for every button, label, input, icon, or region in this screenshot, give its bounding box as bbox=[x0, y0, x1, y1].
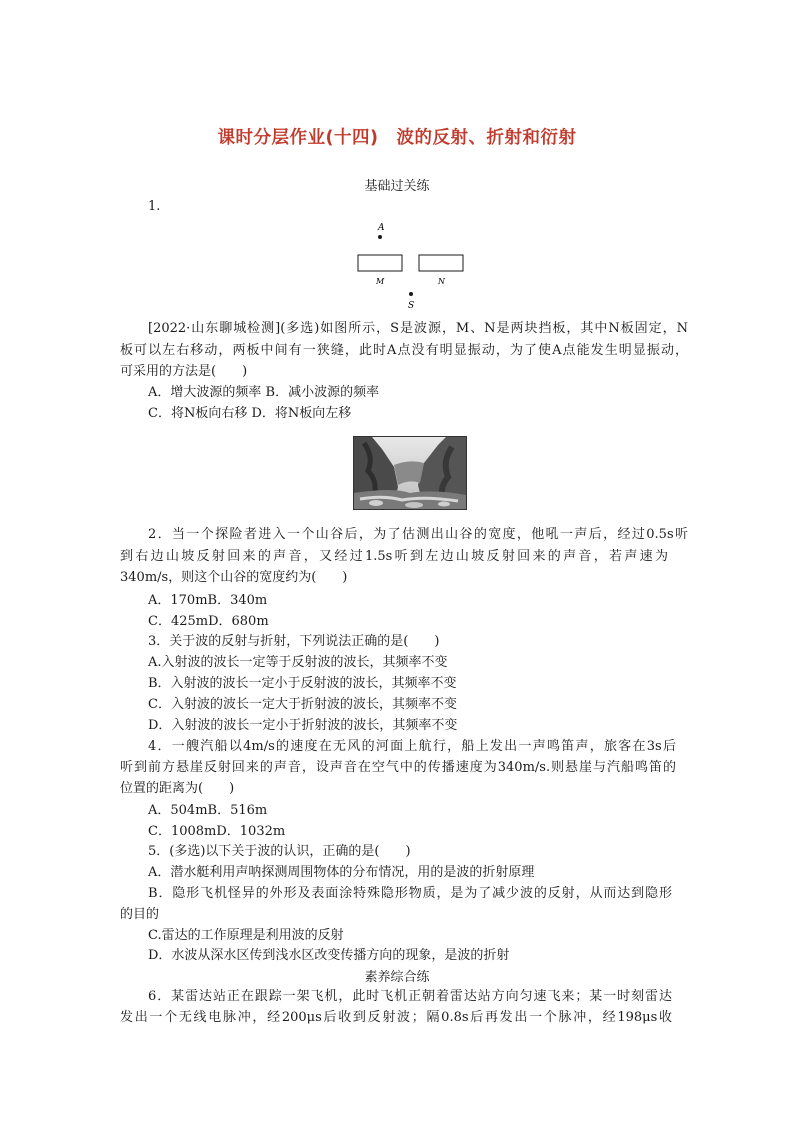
question-4-stem-line-3: 位置的距离为( ) bbox=[120, 781, 235, 796]
question-3-option-a: A.入射波的波长一定等于反射波的波长，其频率不变 bbox=[148, 655, 448, 670]
point-s-label: S bbox=[408, 301, 415, 311]
question-2-stem-line-1: 2．当一个探险者进入一个山谷后，为了估测出山谷的宽度，他吼一声后，经过0.5s听 bbox=[148, 527, 688, 542]
valley-photo-svg bbox=[354, 437, 466, 509]
question-2-options-ab: A．170mB．340m bbox=[148, 593, 268, 608]
plate-n bbox=[419, 255, 463, 271]
question-4-options-cd: C．1008mD．1032m bbox=[148, 824, 286, 839]
question-3-option-b: B．入射波的波长一定小于反射波的波长，其频率不变 bbox=[148, 676, 457, 691]
slit-diagram bbox=[352, 220, 470, 312]
question-1-stem-line-3: 可采用的方法是( ) bbox=[120, 364, 248, 379]
question-1-stem-line-2: 板可以左右移动，两板中间有一狭缝，此时A点没有明显振动，为了使A点能发生明显振动， bbox=[120, 343, 688, 358]
plate-m bbox=[358, 255, 402, 271]
plate-n-label: N bbox=[438, 277, 445, 286]
question-1-number: 1. bbox=[148, 199, 161, 214]
section-heading-basic: 基础过关练 bbox=[364, 179, 430, 194]
question-6-stem-line-2: 发出一个无线电脉冲，经200μs后收到反射波；隔0.8s后再发出一个脉冲，经198μs收 bbox=[120, 1010, 672, 1025]
question-5-option-d: D．水波从深水区传到浅水区改变传播方向的现象，是波的折射 bbox=[148, 948, 510, 963]
point-s-dot bbox=[409, 292, 413, 296]
question-3-option-d: D．入射波的波长一定小于折射波的波长，其频率不变 bbox=[148, 718, 458, 733]
question-1-stem-line-1: [2022·山东聊城检测](多选)如图所示，S是波源，M、N是两块挡板，其中N板固定，N bbox=[148, 321, 688, 336]
point-a-dot bbox=[378, 235, 382, 239]
question-5-option-b: B．隐形飞机怪异的外形及表面涂特殊隐形物质，是为了减少波的反射，从而达到隐形 bbox=[148, 886, 672, 901]
question-1-options-cd: C．将N板向右移 D．将N板向左移 bbox=[148, 406, 352, 421]
slit-diagram-svg bbox=[352, 220, 470, 312]
question-4-stem-line-1: 4．一艘汽船以4m/s的速度在无风的河面上航行，船上发出一声鸣笛声，旅客在3s后 bbox=[148, 739, 676, 754]
plate-m-label: M bbox=[376, 277, 385, 286]
question-6-stem-line-1: 6．某雷达站正在跟踪一架飞机，此时飞机正朝着雷达站方向匀速飞来；某一时刻雷达 bbox=[148, 989, 672, 1004]
point-a-label: A bbox=[378, 223, 385, 233]
question-5-option-b-cont: 的目的 bbox=[120, 907, 160, 922]
question-2-stem-line-2: 到右边山坡反射回来的声音，又经过1.5s听到左边山坡反射回来的声音，若声速为 bbox=[120, 549, 668, 564]
question-2-stem-line-3: 340m/s，则这个山谷的宽度约为( ) bbox=[120, 570, 348, 585]
question-1-options-ab: A．增大波源的频率 B．减小波源的频率 bbox=[148, 385, 380, 400]
question-5-stem: 5．(多选)以下关于波的认识，正确的是( ) bbox=[148, 844, 411, 859]
section-heading-comprehensive: 素养综合练 bbox=[364, 970, 430, 985]
question-5-option-a: A．潜水艇利用声呐探测周围物体的分布情况，用的是波的折射原理 bbox=[148, 865, 535, 880]
question-5-option-c: C.雷达的工作原理是利用波的反射 bbox=[148, 928, 344, 943]
question-2-options-cd: C．425mD．680m bbox=[148, 614, 269, 629]
page-title: 课时分层作业(十四) 波的反射、折射和衍射 bbox=[217, 128, 577, 148]
question-3-option-c: C．入射波的波长一定大于折射波的波长，其频率不变 bbox=[148, 697, 457, 712]
question-4-options-ab: A．504mB．516m bbox=[148, 803, 268, 818]
question-3-stem: 3．关于波的反射与折射，下列说法正确的是( ) bbox=[148, 634, 440, 649]
valley-photo bbox=[353, 436, 467, 510]
question-4-stem-line-2: 听到前方悬崖反射回来的声音，设声音在空气中的传播速度为340m/s.则悬崖与汽船鸣笛的 bbox=[120, 760, 676, 775]
